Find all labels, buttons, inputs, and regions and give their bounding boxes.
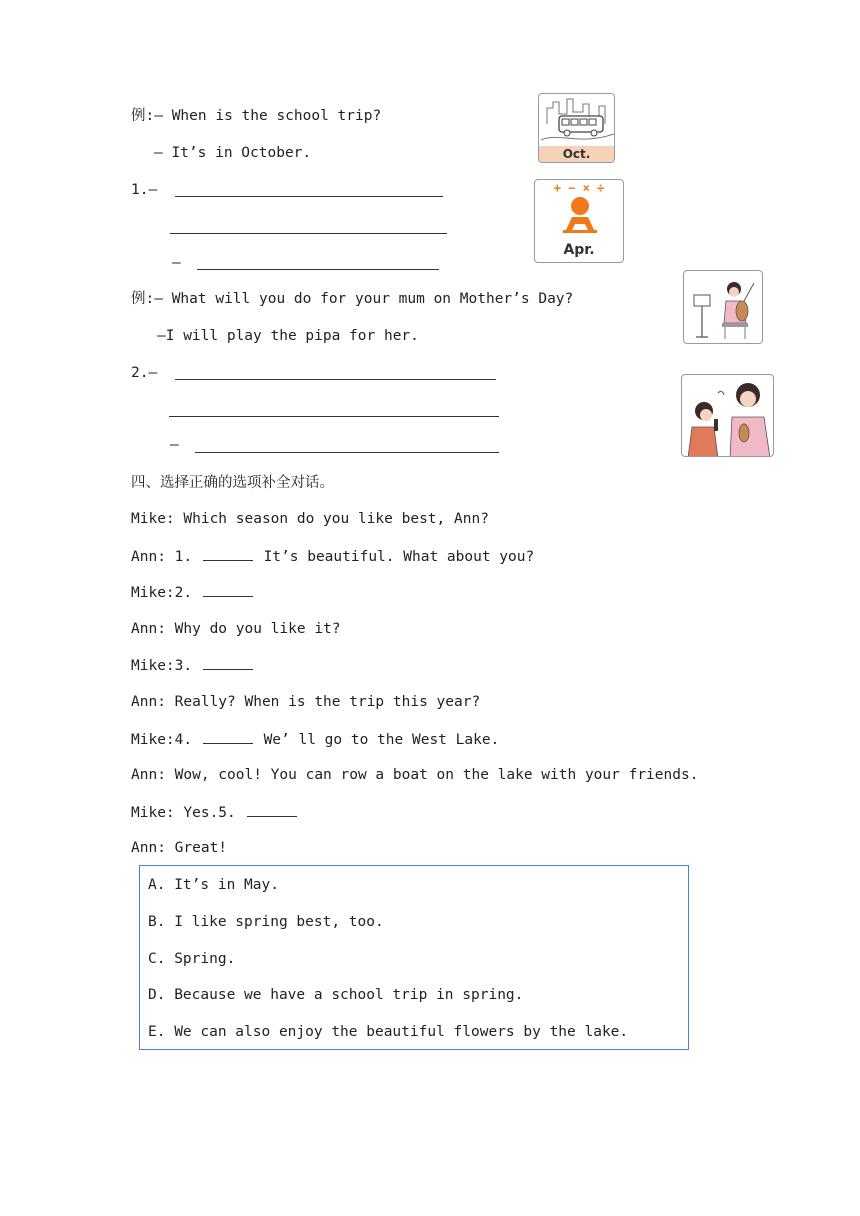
blank-5[interactable] — [247, 802, 297, 817]
girl-playing-pipa-picture — [683, 270, 763, 344]
item2-number: 2.— — [131, 365, 158, 381]
dialogue-line-9: Mike: Yes.5. — [131, 802, 299, 823]
dialogue-line-4: Ann: Why do you like it? — [131, 621, 341, 637]
example1-answer: — It’s in October. — [154, 145, 312, 161]
dialogue-line-6: Ann: Really? When is the trip this year? — [131, 694, 481, 710]
blank-4[interactable] — [203, 729, 253, 744]
item1-answer-line-2[interactable] — [170, 233, 447, 234]
dialogue-line-2: Ann: 1. It’s beautiful. What about you? — [131, 546, 534, 567]
item1-dash: — — [172, 255, 181, 271]
option-a: A. It’s in May. — [148, 877, 279, 893]
option-e: E. We can also enjoy the beautiful flowers by the lake. — [148, 1024, 629, 1040]
oct-label: Oct. — [562, 147, 591, 161]
dialogue-line-7: Mike:4. We’ ll go to the West Lake. — [131, 729, 499, 750]
example2-question: 例:— What will you do for your mum on Mother’s Day? — [131, 291, 574, 307]
blank-3[interactable] — [203, 655, 253, 670]
item2-answer-line-1[interactable] — [175, 379, 496, 380]
apr-label: Apr. — [563, 242, 595, 258]
section4-heading: 四、选择正确的选项补全对话。 — [131, 475, 334, 491]
item1-number: 1.— — [131, 182, 158, 198]
option-b: B. I like spring best, too. — [148, 914, 384, 930]
option-c: C. Spring. — [148, 951, 236, 967]
item2-answer-line-2[interactable] — [169, 416, 499, 417]
example2-answer: —I will play the pipa for her. — [157, 328, 419, 344]
dialogue-line-10: Ann: Great! — [131, 840, 228, 856]
dialogue-line-3: Mike:2. — [131, 582, 255, 603]
boy-singing-to-mum-picture — [681, 374, 774, 457]
example1-question: 例:— When is the school trip? — [131, 108, 382, 124]
math-class-picture — [534, 179, 624, 263]
options-box — [139, 865, 689, 1050]
option-d: D. Because we have a school trip in spring. — [148, 987, 524, 1003]
dialogue-line-5: Mike:3. — [131, 655, 255, 676]
blank-2[interactable] — [203, 582, 253, 597]
school-trip-bus-picture — [538, 93, 615, 163]
dialogue-line-1: Mike: Which season do you like best, Ann? — [131, 511, 489, 527]
item2-answer-line-3[interactable] — [195, 452, 499, 453]
math-symbols: + − × ÷ — [553, 181, 605, 195]
dialogue-line-8: Ann: Wow, cool! You can row a boat on the lake with your friends. — [131, 767, 699, 783]
item1-answer-line-1[interactable] — [175, 196, 443, 197]
item1-answer-line-3[interactable] — [197, 269, 439, 270]
item2-dash: — — [170, 437, 179, 453]
blank-1[interactable] — [203, 546, 253, 561]
